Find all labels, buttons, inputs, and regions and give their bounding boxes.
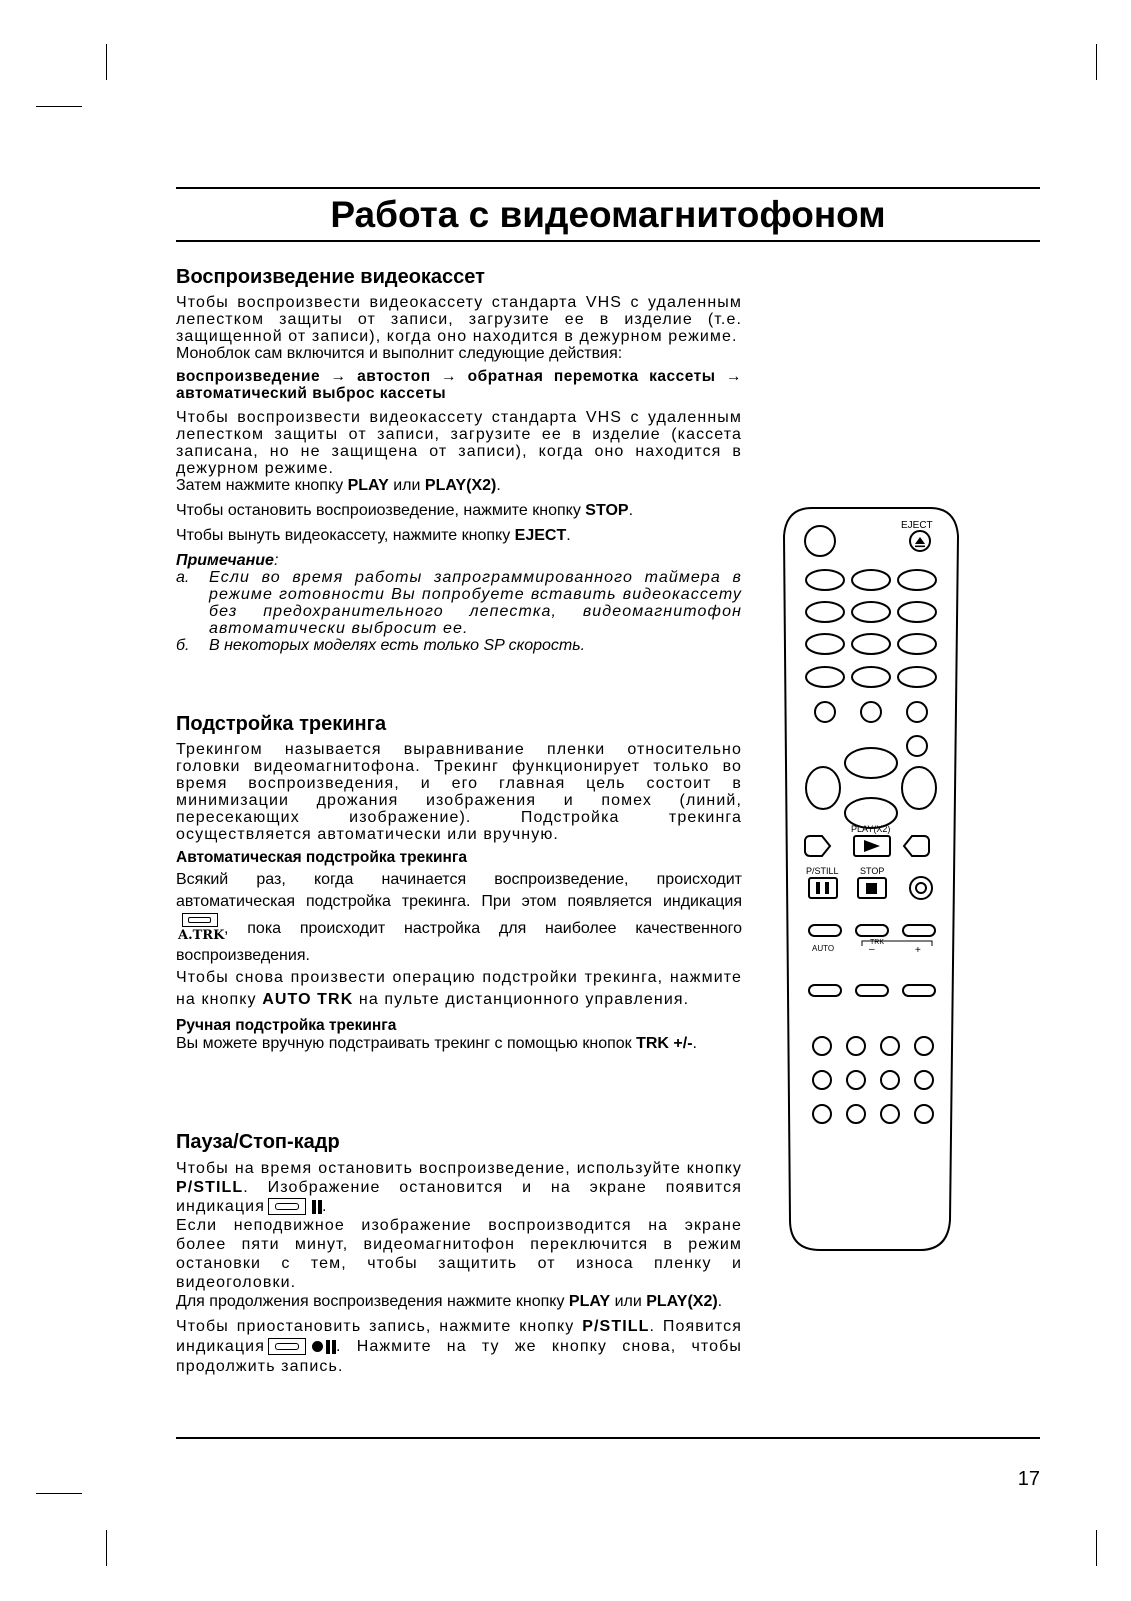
text: , пока происходит настройка для наиболее качественного воспроизведения. xyxy=(176,920,742,964)
rewind-button xyxy=(805,836,830,856)
auto-trk-button xyxy=(809,925,841,936)
text: . xyxy=(628,502,634,519)
number-button xyxy=(915,1037,933,1055)
section-heading-playback: Воспроизведение видеокассет xyxy=(176,266,485,288)
play-keyword: PLAY xyxy=(347,477,389,494)
number-button xyxy=(847,1105,865,1123)
atrk-label: A.TRK xyxy=(178,928,225,943)
trk-keyword: TRK +/- xyxy=(636,1035,693,1052)
auto-trk-keyword: AUTO TRK xyxy=(262,991,354,1008)
text: . xyxy=(321,1198,328,1215)
text: Чтобы остановить воспроиозведение, нажмите кнопку xyxy=(176,502,586,519)
play-icon xyxy=(864,840,880,852)
rounded-button xyxy=(856,985,888,996)
stop-label: STOP xyxy=(860,866,885,876)
text: Вы можете вручную подстраивать трекинг с помощью кнопок xyxy=(176,1035,637,1052)
pstill-button xyxy=(809,878,837,898)
subheading-auto-tracking: Автоматическая подстройка трекинга xyxy=(176,849,467,866)
power-button xyxy=(805,526,835,556)
oval-button xyxy=(852,602,890,622)
oval-button xyxy=(898,602,936,622)
nav-up-button xyxy=(845,748,897,778)
number-button xyxy=(813,1071,831,1089)
note-marker: а. xyxy=(176,569,190,586)
oval-button xyxy=(852,667,890,687)
trk-plus-label: + xyxy=(915,945,921,956)
number-button xyxy=(881,1105,899,1123)
record-button xyxy=(910,877,932,899)
text: . xyxy=(496,477,501,494)
pstill-keyword: P/STILL xyxy=(176,1179,244,1196)
tracking-paragraph-1: Трекингом называется выравнивание пленки относительно головки видеомагнитофона. Трекинг функционирует только во время воспроизведения, и его главная цель состоит в минимизации дрожания изображения и помех (линий, пересекающих изображение). Подстройка трекинга осуществляется автоматически или вручную. xyxy=(176,741,742,843)
eject-keyword: EJECT xyxy=(514,527,567,544)
text: или xyxy=(610,1293,647,1310)
trk-minus-button xyxy=(856,925,888,936)
number-button xyxy=(847,1037,865,1055)
rounded-button xyxy=(903,985,935,996)
pause-icon-bar xyxy=(816,882,820,894)
eject-label: EJECT xyxy=(901,520,933,531)
round-button xyxy=(815,702,835,722)
page-title: Работа с видеомагнитофоном xyxy=(330,194,886,235)
record-button-inner xyxy=(916,883,926,893)
note-title: Примечание xyxy=(176,552,274,569)
oval-button xyxy=(852,634,890,654)
text: Чтобы приостановить запись, нажмите кнопку xyxy=(176,1318,583,1335)
oval-button xyxy=(898,570,936,590)
number-button xyxy=(881,1071,899,1089)
section-heading-tracking: Подстройка трекинга xyxy=(176,713,387,735)
playback-paragraph-2: Моноблок сам включится и выполнит следующие действия: xyxy=(176,345,623,362)
trk-minus-label: – xyxy=(869,944,875,955)
oval-button xyxy=(852,570,890,590)
rounded-button xyxy=(809,985,841,996)
oval-button xyxy=(806,602,844,622)
text: Всякий раз, когда начинается воспроизведение, происходит автоматическая подстройка трекинга. При этом появляется индикация xyxy=(176,871,742,910)
play-x2-label: PLAY(X2) xyxy=(851,824,891,834)
nav-left-button xyxy=(806,767,840,809)
text: . Появится индикация xyxy=(176,1318,742,1355)
text: Чтобы вынуть видеокассету, нажмите кнопку xyxy=(176,527,515,544)
footer-rule xyxy=(176,1437,1040,1439)
text: или xyxy=(388,477,425,494)
text: : xyxy=(273,552,279,569)
oval-button xyxy=(806,667,844,687)
trk-label: TRK xyxy=(870,939,884,946)
stop-keyword: STOP xyxy=(585,502,629,519)
number-button xyxy=(813,1105,831,1123)
oval-button xyxy=(898,634,936,654)
page-number: 17 xyxy=(1017,1468,1040,1490)
text: Для продолжения воспроизведения нажмите кнопку xyxy=(176,1293,569,1310)
oval-button xyxy=(806,570,844,590)
pause-paragraph-2: Если неподвижное изображение воспроизводится на экране более пяти минут, видеомагнитофон переключится в режим остановки с тем, чтобы защитить от износа пленку и видеоголовки. xyxy=(176,1217,742,1291)
text: . xyxy=(566,527,571,544)
oval-button xyxy=(898,667,936,687)
oval-button xyxy=(806,634,844,654)
text: Чтобы на время остановить воспроизведение, используйте кнопку xyxy=(176,1160,742,1177)
note-marker: б. xyxy=(176,637,190,654)
stop-icon xyxy=(866,883,877,894)
eject-icon xyxy=(915,537,925,544)
play-x2-keyword: PLAY(X2) xyxy=(424,477,497,494)
note-text: Если во время работы запрограммированного таймера в режиме готовности Вы попробуете вставить видеокассету без предохранительного лепестка, видеомагнитофон автоматически выбросит ее. xyxy=(209,569,742,637)
number-button xyxy=(813,1037,831,1055)
playback-sequence: воспроизведение → автостоп → обратная перемотка кассеты → автоматический выброс кассеты xyxy=(176,368,742,402)
round-button xyxy=(861,702,881,722)
text: на пульте дистанционного управления. xyxy=(353,991,690,1008)
number-button xyxy=(915,1071,933,1089)
playback-paragraph-1: Чтобы воспроизвести видеокассету стандарта VHS с удаленным лепестком защиты от записи, загрузите ее в изделие (т.е. защищенной от записи), когда оно находится в дежурном режиме. xyxy=(176,294,742,345)
pause-icon-bar xyxy=(825,882,829,894)
number-button xyxy=(915,1105,933,1123)
number-button xyxy=(881,1037,899,1055)
text: . xyxy=(717,1293,723,1310)
nav-right-button xyxy=(902,767,936,809)
text: . Нажмите на ту же кнопку снова, чтобы продолжить запись. xyxy=(176,1338,742,1375)
text: . xyxy=(692,1035,697,1052)
play-x2-keyword: PLAY(X2) xyxy=(646,1293,718,1310)
pstill-label: P/STILL xyxy=(806,866,839,876)
round-button xyxy=(907,736,927,756)
text: . Изображение остановится и на экране появится индикация xyxy=(176,1179,742,1215)
auto-label: AUTO xyxy=(812,944,835,953)
eject-icon-bar xyxy=(915,546,925,548)
fast-forward-button xyxy=(904,836,929,856)
subheading-manual-tracking: Ручная подстройка трекинга xyxy=(176,1017,397,1034)
playback-paragraph-3: Чтобы воспроизвести видеокассету стандарта VHS с удаленным лепестком защиты от записи, загрузите ее в изделие (кассета записана, но не защищена от записи), когда оно находится в дежурном режиме. xyxy=(176,409,742,477)
note-text: В некоторых моделях есть только SP скорость. xyxy=(209,637,586,654)
number-button xyxy=(847,1071,865,1089)
pstill-keyword: P/STILL xyxy=(582,1318,650,1335)
text: Затем нажмите кнопку xyxy=(176,477,348,494)
trk-plus-button xyxy=(903,925,935,936)
play-keyword: PLAY xyxy=(568,1293,611,1310)
section-heading-pause: Пауза/Стоп-кадр xyxy=(176,1131,340,1153)
round-button xyxy=(907,702,927,722)
text: Чтобы снова произвести операцию подстройки трекинга, нажмите на кнопку xyxy=(176,969,742,1008)
